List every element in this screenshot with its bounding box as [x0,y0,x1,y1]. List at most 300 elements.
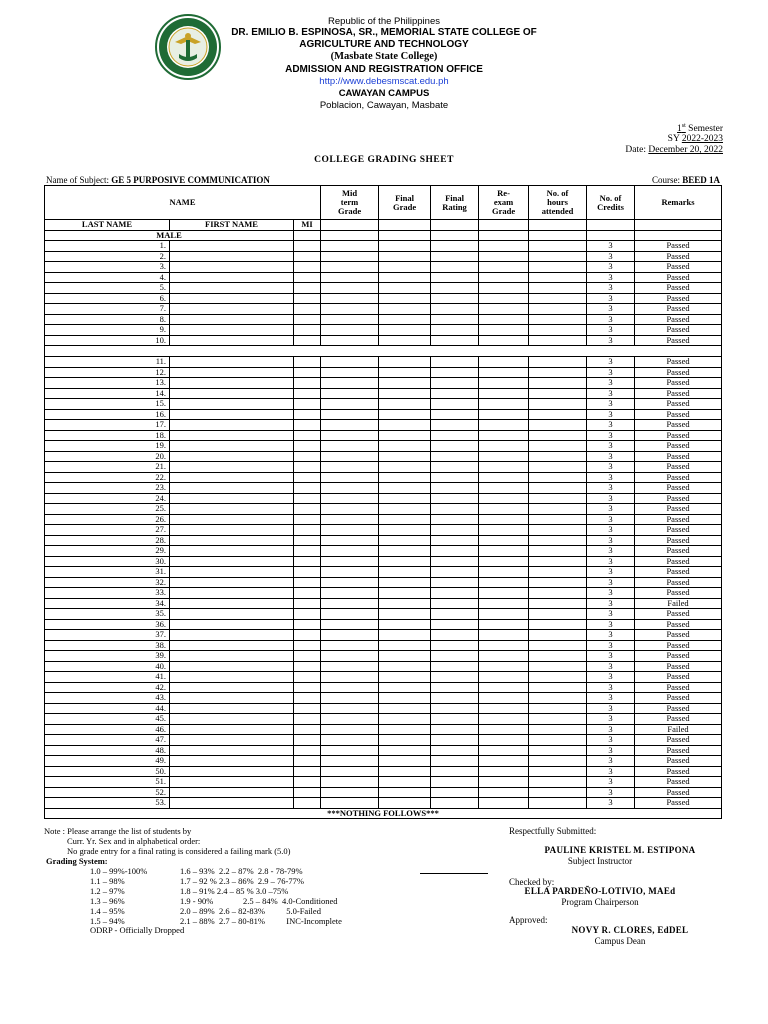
grading-scale-entry: 1.1 – 98% [90,876,125,886]
final-grade-cell [379,314,431,325]
mi-cell [294,609,321,620]
hours-cell [529,630,587,641]
approved-label: Approved: [509,915,548,925]
remarks-cell: Passed [635,787,722,798]
remarks-cell: Passed [635,640,722,651]
mi-cell [294,409,321,420]
hours-cell [529,251,587,262]
mi-cell [294,577,321,588]
mi-cell [294,567,321,578]
final-grade-cell [379,577,431,588]
table-row [45,535,722,546]
instructor-title: Subject Instructor [567,856,633,866]
student-rows-group1 [45,241,722,346]
row-number: 17. [45,420,170,431]
credits-cell: 3 [587,367,635,378]
remarks-cell: Passed [635,672,722,683]
first-name-cell [170,514,294,525]
remarks-cell: Passed [635,756,722,767]
row-number: 21. [45,462,170,473]
remarks-cell: Passed [635,535,722,546]
grading-scale-entry: 1.8 – 91% 2.4 – 85 % 3.0 –75% [180,886,289,896]
remarks-cell: Passed [635,682,722,693]
mi-cell [294,672,321,683]
table-row [45,378,722,389]
credits-cell: 3 [587,472,635,483]
final-grade-cell [379,640,431,651]
midterm-cell [321,630,379,641]
first-name-cell [170,325,294,336]
date-value: December 20, 2022 [648,145,723,155]
remarks-cell: Passed [635,420,722,431]
grading-table [44,185,722,819]
credits-cell: 3 [587,682,635,693]
final-rating-cell [431,567,479,578]
row-number: 22. [45,472,170,483]
reexam-cell [479,483,529,494]
midterm-cell [321,640,379,651]
first-name-cell [170,399,294,410]
first-name-cell [170,451,294,462]
midterm-cell [321,777,379,788]
table-row [45,325,722,336]
mi-cell [294,272,321,283]
credits-cell: 3 [587,630,635,641]
campus-address: Poblacion, Cawayan, Masbate [319,100,449,111]
midterm-cell [321,483,379,494]
remarks-cell: Passed [635,272,722,283]
reexam-cell [479,724,529,735]
table-row [45,630,722,641]
hours-cell [529,640,587,651]
hours-cell [529,335,587,346]
grading-system-label: Grading System: [46,856,108,866]
row-number: 30. [45,556,170,567]
final-rating-cell [431,745,479,756]
first-name-cell [170,335,294,346]
final-grade-cell [379,325,431,336]
reexam-cell [479,304,529,315]
first-name-cell [170,693,294,704]
table-row [45,567,722,578]
mi-cell [294,714,321,725]
table-row [45,514,722,525]
remarks-cell: Passed [635,378,722,389]
final-rating-cell [431,777,479,788]
first-name-cell [170,598,294,609]
row-number: 43. [45,693,170,704]
hours-cell [529,609,587,620]
final-grade-cell [379,483,431,494]
final-rating-cell [431,630,479,641]
table-row [45,672,722,683]
final-grade-cell [379,272,431,283]
reexam-cell [479,357,529,368]
remarks-cell: Passed [635,430,722,441]
final-rating-cell [431,640,479,651]
table-row [45,388,722,399]
mi-cell [294,451,321,462]
remarks-cell: Passed [635,493,722,504]
credits-cell: 3 [587,651,635,662]
credits-cell: 3 [587,325,635,336]
remarks-cell: Passed [635,588,722,599]
midterm-cell [321,325,379,336]
credits-cell: 3 [587,619,635,630]
final-grade-cell [379,335,431,346]
first-name-header: FIRST NAME [170,220,294,231]
row-number: 4. [45,272,170,283]
credits-cell: 3 [587,567,635,578]
final-grade-cell [379,430,431,441]
hours-cell [529,504,587,515]
office-name: ADMISSION AND REGISTRATION OFFICE [285,64,483,75]
mi-cell [294,357,321,368]
final-rating-cell [431,714,479,725]
hours-cell [529,314,587,325]
remarks-cell: Passed [635,388,722,399]
credits-cell: 3 [587,430,635,441]
mi-header: MI [294,220,321,231]
grading-scale-entry: 1.7 – 92 % 2.3 – 86% 2.9 – 76-77% [180,876,304,886]
reexam-header: Re- exam Grade [479,186,529,220]
credits-cell: 3 [587,787,635,798]
final-grade-cell [379,504,431,515]
credits-cell: 3 [587,546,635,557]
final-grade-cell [379,251,431,262]
final-rating-cell [431,241,479,252]
reexam-cell [479,293,529,304]
hours-cell [529,546,587,557]
mi-cell [294,535,321,546]
credits-cell: 3 [587,661,635,672]
first-name-cell [170,535,294,546]
reexam-cell [479,525,529,536]
mi-cell [294,693,321,704]
credits-cell: 3 [587,672,635,683]
final-grade-cell [379,777,431,788]
first-name-cell [170,441,294,452]
row-number: 18. [45,430,170,441]
reexam-cell [479,430,529,441]
hours-cell [529,766,587,777]
credits-cell: 3 [587,272,635,283]
credits-cell: 3 [587,598,635,609]
grading-scale-entry: 1.0 – 99%-100% [90,866,148,876]
final-rating-cell [431,388,479,399]
first-name-cell [170,430,294,441]
remarks-cell: Passed [635,472,722,483]
subject-name: GE 5 PURPOSIVE COMMUNICATION [111,175,270,185]
credits-cell: 3 [587,640,635,651]
reexam-cell [479,577,529,588]
final-grade-cell [379,766,431,777]
reexam-cell [479,283,529,294]
first-name-cell [170,766,294,777]
row-number: 10. [45,335,170,346]
reexam-cell [479,756,529,767]
semester-line [677,123,723,134]
midterm-cell [321,409,379,420]
reexam-cell [479,714,529,725]
remarks-cell: Passed [635,745,722,756]
reexam-cell [479,472,529,483]
mi-cell [294,378,321,389]
remarks-cell: Passed [635,483,722,494]
credits-cell: 3 [587,399,635,410]
row-number: 25. [45,504,170,515]
credits-cell: 3 [587,588,635,599]
final-grade-cell [379,798,431,809]
final-grade-cell [379,714,431,725]
remarks-cell: Passed [635,314,722,325]
reexam-cell [479,378,529,389]
first-name-cell [170,609,294,620]
credits-cell: 3 [587,251,635,262]
midterm-cell [321,661,379,672]
credits-cell: 3 [587,724,635,735]
credits-cell: 3 [587,483,635,494]
final-grade-cell [379,409,431,420]
final-grade-cell [379,399,431,410]
row-number: 48. [45,745,170,756]
reexam-cell [479,409,529,420]
reexam-cell [479,251,529,262]
first-name-cell [170,251,294,262]
row-number: 7. [45,304,170,315]
midterm-cell [321,241,379,252]
mi-cell [294,504,321,515]
table-row [45,272,722,283]
credits-cell: 3 [587,535,635,546]
mi-cell [294,514,321,525]
mi-cell [294,335,321,346]
table-row [45,577,722,588]
midterm-cell [321,378,379,389]
mi-cell [294,420,321,431]
last-name-header: LAST NAME [45,220,170,231]
midterm-cell [321,335,379,346]
credits-cell: 3 [587,378,635,389]
reexam-cell [479,630,529,641]
table-row [45,283,722,294]
chairperson-title: Program Chairperson [561,897,639,907]
midterm-cell [321,588,379,599]
credits-cell: 3 [587,462,635,473]
row-number: 39. [45,651,170,662]
final-rating-cell [431,682,479,693]
remarks-cell: Passed [635,525,722,536]
mi-cell [294,630,321,641]
first-name-cell [170,724,294,735]
final-rating-cell [431,441,479,452]
remarks-cell: Passed [635,367,722,378]
row-number: 3. [45,262,170,273]
reexam-cell [479,420,529,431]
table-row [45,703,722,714]
hours-cell [529,451,587,462]
final-grade-cell [379,472,431,483]
reexam-cell [479,462,529,473]
hours-cell [529,367,587,378]
grading-scale-entry: 2.1 – 88% 2.7 – 80-81% INC-Incomplete [180,916,342,926]
midterm-cell [321,651,379,662]
final-grade-cell [379,588,431,599]
first-name-cell [170,409,294,420]
table-row [45,724,722,735]
remarks-cell: Passed [635,609,722,620]
table-row [45,462,722,473]
final-grade-cell [379,525,431,536]
midterm-cell [321,672,379,683]
hours-cell [529,525,587,536]
credits-cell: 3 [587,693,635,704]
final-grade-cell [379,567,431,578]
final-grade-cell [379,451,431,462]
chairperson-name: ELLA PARDEÑO-LOTIVIO, MAEd [524,886,676,896]
table-row [45,651,722,662]
reexam-cell [479,388,529,399]
reexam-cell [479,745,529,756]
midterm-cell [321,462,379,473]
reexam-cell [479,609,529,620]
reexam-cell [479,441,529,452]
hours-cell [529,472,587,483]
final-rating-cell [431,787,479,798]
row-number: 27. [45,525,170,536]
final-grade-cell [379,609,431,620]
midterm-cell [321,787,379,798]
first-name-cell [170,630,294,641]
reexam-cell [479,672,529,683]
midterm-cell [321,535,379,546]
reexam-cell [479,640,529,651]
final-rating-cell [431,766,479,777]
midterm-cell [321,567,379,578]
reexam-cell [479,766,529,777]
midterm-cell [321,472,379,483]
final-rating-cell [431,514,479,525]
grading-scale-entry: 2.0 – 89% 2.6 – 82-83% 5.0-Failed [180,906,321,916]
final-rating-cell [431,756,479,767]
reexam-cell [479,567,529,578]
student-rows-group2 [45,357,722,809]
table-row [45,493,722,504]
first-name-cell [170,525,294,536]
grading-scale-entry: 1.9 - 90% 2.5 – 84% 4.0-Conditioned [180,896,338,906]
mi-cell [294,399,321,410]
row-number: 28. [45,535,170,546]
row-number: 8. [45,314,170,325]
hours-cell [529,703,587,714]
hours-cell [529,567,587,578]
reexam-cell [479,367,529,378]
final-rating-cell [431,462,479,473]
final-grade-cell [379,703,431,714]
final-rating-cell [431,525,479,536]
final-rating-cell [431,693,479,704]
midterm-cell [321,619,379,630]
final-rating-cell [431,283,479,294]
credits-header: No. of Credits [587,186,635,220]
credits-cell: 3 [587,335,635,346]
row-number: 35. [45,609,170,620]
first-name-cell [170,272,294,283]
reexam-cell [479,262,529,273]
mi-cell [294,293,321,304]
hours-cell [529,535,587,546]
midterm-cell [321,609,379,620]
remarks-cell: Passed [635,325,722,336]
table-row [45,640,722,651]
mi-cell [294,388,321,399]
row-number: 14. [45,388,170,399]
row-number: 47. [45,735,170,746]
credits-cell: 3 [587,798,635,809]
midterm-cell [321,693,379,704]
mi-cell [294,619,321,630]
credits-cell: 3 [587,241,635,252]
reexam-cell [479,693,529,704]
table-row [45,451,722,462]
row-number: 41. [45,672,170,683]
first-name-cell [170,640,294,651]
website-link[interactable]: http://www.debesmscat.edu.ph [319,76,449,87]
first-name-cell [170,472,294,483]
remarks-cell: Passed [635,651,722,662]
final-grade-cell [379,619,431,630]
remarks-cell: Passed [635,630,722,641]
remarks-cell: Passed [635,556,722,567]
final-rating-cell [431,493,479,504]
row-number: 32. [45,577,170,588]
mi-cell [294,556,321,567]
mi-cell [294,787,321,798]
hours-cell [529,441,587,452]
remarks-cell: Failed [635,724,722,735]
reexam-cell [479,399,529,410]
college-alias: (Masbate State College) [330,51,438,62]
midterm-cell [321,724,379,735]
final-rating-cell [431,651,479,662]
hours-cell [529,693,587,704]
mi-cell [294,462,321,473]
table-row [45,556,722,567]
row-number: 20. [45,451,170,462]
row-number: 16. [45,409,170,420]
hours-cell [529,682,587,693]
row-number: 1. [45,241,170,252]
first-name-cell [170,546,294,557]
row-number: 24. [45,493,170,504]
grading-scale-entry: 1.6 – 93% 2.2 – 87% 2.8 - 78-79% [180,866,303,876]
final-rating-cell [431,399,479,410]
college-name-line1: DR. EMILIO B. ESPINOSA, SR., MEMORIAL STATE COLLEGE OF [231,27,537,38]
hours-cell [529,777,587,788]
first-name-cell [170,651,294,662]
reexam-cell [479,787,529,798]
final-rating-header: Final Rating [431,186,479,220]
final-rating-cell [431,293,479,304]
row-number: 42. [45,682,170,693]
first-name-cell [170,241,294,252]
mi-cell [294,304,321,315]
mi-cell [294,745,321,756]
midterm-cell [321,766,379,777]
credits-cell: 3 [587,514,635,525]
midterm-cell [321,703,379,714]
midterm-cell [321,388,379,399]
